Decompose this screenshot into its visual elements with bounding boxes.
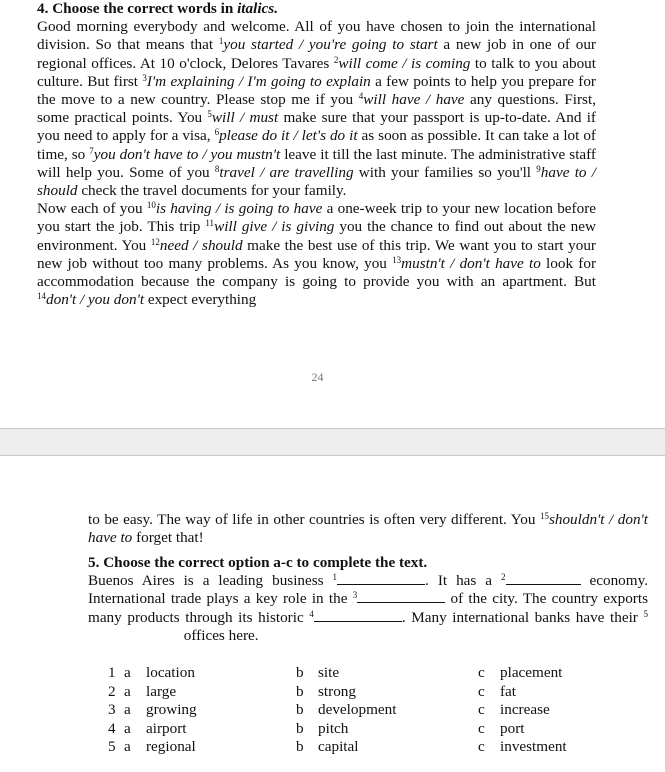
item-number: 5 xyxy=(643,608,648,619)
option-c: port xyxy=(500,719,525,737)
choice-option: you started / you're going to start xyxy=(223,36,438,54)
option-letter-b: b xyxy=(296,719,304,737)
item-number: 4 xyxy=(358,91,364,102)
answer-blank xyxy=(314,609,402,622)
option-c: placement xyxy=(500,664,563,681)
option-b: development xyxy=(318,701,397,719)
item-number: 10 xyxy=(146,200,156,211)
answer-blank xyxy=(337,572,425,585)
option-letter-b: b xyxy=(296,701,304,719)
item-number: 6 xyxy=(214,127,220,138)
option-number: 5 xyxy=(108,738,116,756)
page-number: 24 xyxy=(311,370,324,384)
option-row xyxy=(108,720,567,739)
option-number: 3 xyxy=(108,701,116,719)
page-bottom xyxy=(0,456,665,772)
option-letter-a: a xyxy=(124,701,131,719)
page-separator xyxy=(0,428,665,456)
choice-option: mustn't / don't have to xyxy=(401,254,541,272)
item-number: 3 xyxy=(142,72,147,83)
choice-option: will / must xyxy=(211,109,279,127)
option-number: 1 xyxy=(108,664,116,681)
item-number: 3 xyxy=(352,590,358,601)
answer-blank xyxy=(88,628,180,640)
exercise-5-title: 5. Choose the correct option a-c to complete the text. xyxy=(88,554,428,571)
answer-blank xyxy=(506,572,581,585)
option-letter-b: b xyxy=(296,664,304,681)
item-number: 15 xyxy=(539,511,549,521)
option-c: investment xyxy=(500,738,567,756)
option-number: 4 xyxy=(108,719,116,737)
option-a: large xyxy=(146,682,177,700)
choice-option: have to / should xyxy=(37,163,596,200)
choice-option: you don't have to / you mustn't xyxy=(93,145,281,163)
option-a: airport xyxy=(146,719,187,737)
item-number: 4 xyxy=(309,608,314,619)
item-number: 5 xyxy=(207,109,212,120)
option-letter-a: a xyxy=(124,719,131,737)
item-number: 2 xyxy=(501,572,506,583)
options-table xyxy=(108,664,567,757)
item-number: 8 xyxy=(214,163,220,174)
option-letter-c: c xyxy=(478,738,485,756)
item-number: 1 xyxy=(218,36,224,47)
exercise-4-paragraph-2: Now each of you $^{10}$is having / is going to have a one-week trip to your new location before you start the job. This trip $^{11}$will give / is giving you the chance to find out about the new environment. You $^{12}$need / should make the best use of this trip. We want you to start your new job without too many problems. As you know, you $^{13}$mustn't / don't have to look for accommodation because the company is going to provide you with an apartment. But $^{14}$don't / you don't expect everything xyxy=(37,200,596,309)
item-number: 2 xyxy=(333,54,339,65)
choice-option: will give / is giving xyxy=(214,218,335,236)
exercise-4-continuation xyxy=(88,511,648,547)
choice-option: please do it / let's do it xyxy=(219,127,358,145)
choice-option: travel / are travelling xyxy=(219,163,354,181)
item-number: 1 xyxy=(332,572,338,583)
option-row xyxy=(108,738,567,757)
option-c: increase xyxy=(500,701,550,719)
continuation-text: to be easy. The way of life in other countries is often very different. You $^{15}$shouldn't / don't have to forget that! xyxy=(88,511,648,547)
choice-option: I'm explaining / I'm going to explain xyxy=(146,72,371,90)
item-number: 14 xyxy=(37,291,46,302)
option-letter-c: c xyxy=(478,719,485,737)
option-row xyxy=(108,683,567,702)
exercise-5 xyxy=(88,554,648,645)
exercise-4-title: 4. Choose the correct words in italics. xyxy=(37,0,278,17)
item-number: 13 xyxy=(392,254,402,265)
option-b: strong xyxy=(318,682,356,700)
option-letter-a: a xyxy=(124,664,131,681)
option-a: regional xyxy=(146,738,196,756)
option-letter-b: b xyxy=(296,738,304,756)
option-number: 2 xyxy=(108,682,116,700)
choice-option: need / should xyxy=(159,236,243,254)
option-letter-b: b xyxy=(296,682,304,700)
option-letter-c: c xyxy=(478,701,485,719)
item-number: 11 xyxy=(205,218,215,229)
option-letter-a: a xyxy=(124,682,131,700)
choice-option: is having / is going to have xyxy=(155,200,323,218)
exercise-4-paragraph-1: Good morning everybody and welcome. All of you have chosen to join the international division. So that means that $^1$you started / you're going to start a new job in one of our regional offices. At 10 o'clock, Delores Tavares $^2$will come / is coming to talk to you about culture. But first $^3$I'm explaining / I'm going to explain a few points to help you prepare for the move to a new country. Please stop me if you $^4$will have / have any questions. First, some practical points. You $^5$will / must make sure that your passport is up-to-date. And if you need to apply for a visa, $^6$please do it / let's do it as soon as possible. It can take a lot of time, so $^7$you don't have to / you mustn't leave it till the last minute. The administrative staff will help you. Some of you $^8$travel / are travelling with your families so you'll $^9$have to / should check the travel documents for your family. xyxy=(37,18,596,200)
option-letter-a: a xyxy=(124,738,131,756)
choice-option: don't / you don't xyxy=(46,291,145,309)
option-c: fat xyxy=(500,682,517,700)
options-body xyxy=(108,664,567,757)
option-row xyxy=(108,701,567,720)
answer-blank xyxy=(357,590,445,603)
option-a: growing xyxy=(146,701,197,719)
exercise-5-gap-text: Buenos Aires is a leading business $^1$ . It has a $^2$ economy. International trade plays a key role in the $^3$ of the city. The country exports many products through its historic $^4$ . Many international banks have their $^5$ offices here. xyxy=(88,572,648,644)
option-a: location xyxy=(146,664,195,681)
option-b: pitch xyxy=(318,719,349,737)
exercise-4 xyxy=(37,0,596,309)
choice-option: will have / have xyxy=(363,91,465,109)
item-number: 12 xyxy=(150,236,160,247)
option-row xyxy=(108,664,567,683)
option-b: capital xyxy=(318,738,359,756)
item-number: 7 xyxy=(89,145,94,156)
choice-option: will come / is coming xyxy=(338,54,471,72)
item-number: 9 xyxy=(536,163,541,174)
option-letter-c: c xyxy=(478,664,485,681)
option-b: site xyxy=(318,664,340,681)
option-letter-c: c xyxy=(478,682,485,700)
choice-option: shouldn't / don't have to xyxy=(88,511,648,547)
